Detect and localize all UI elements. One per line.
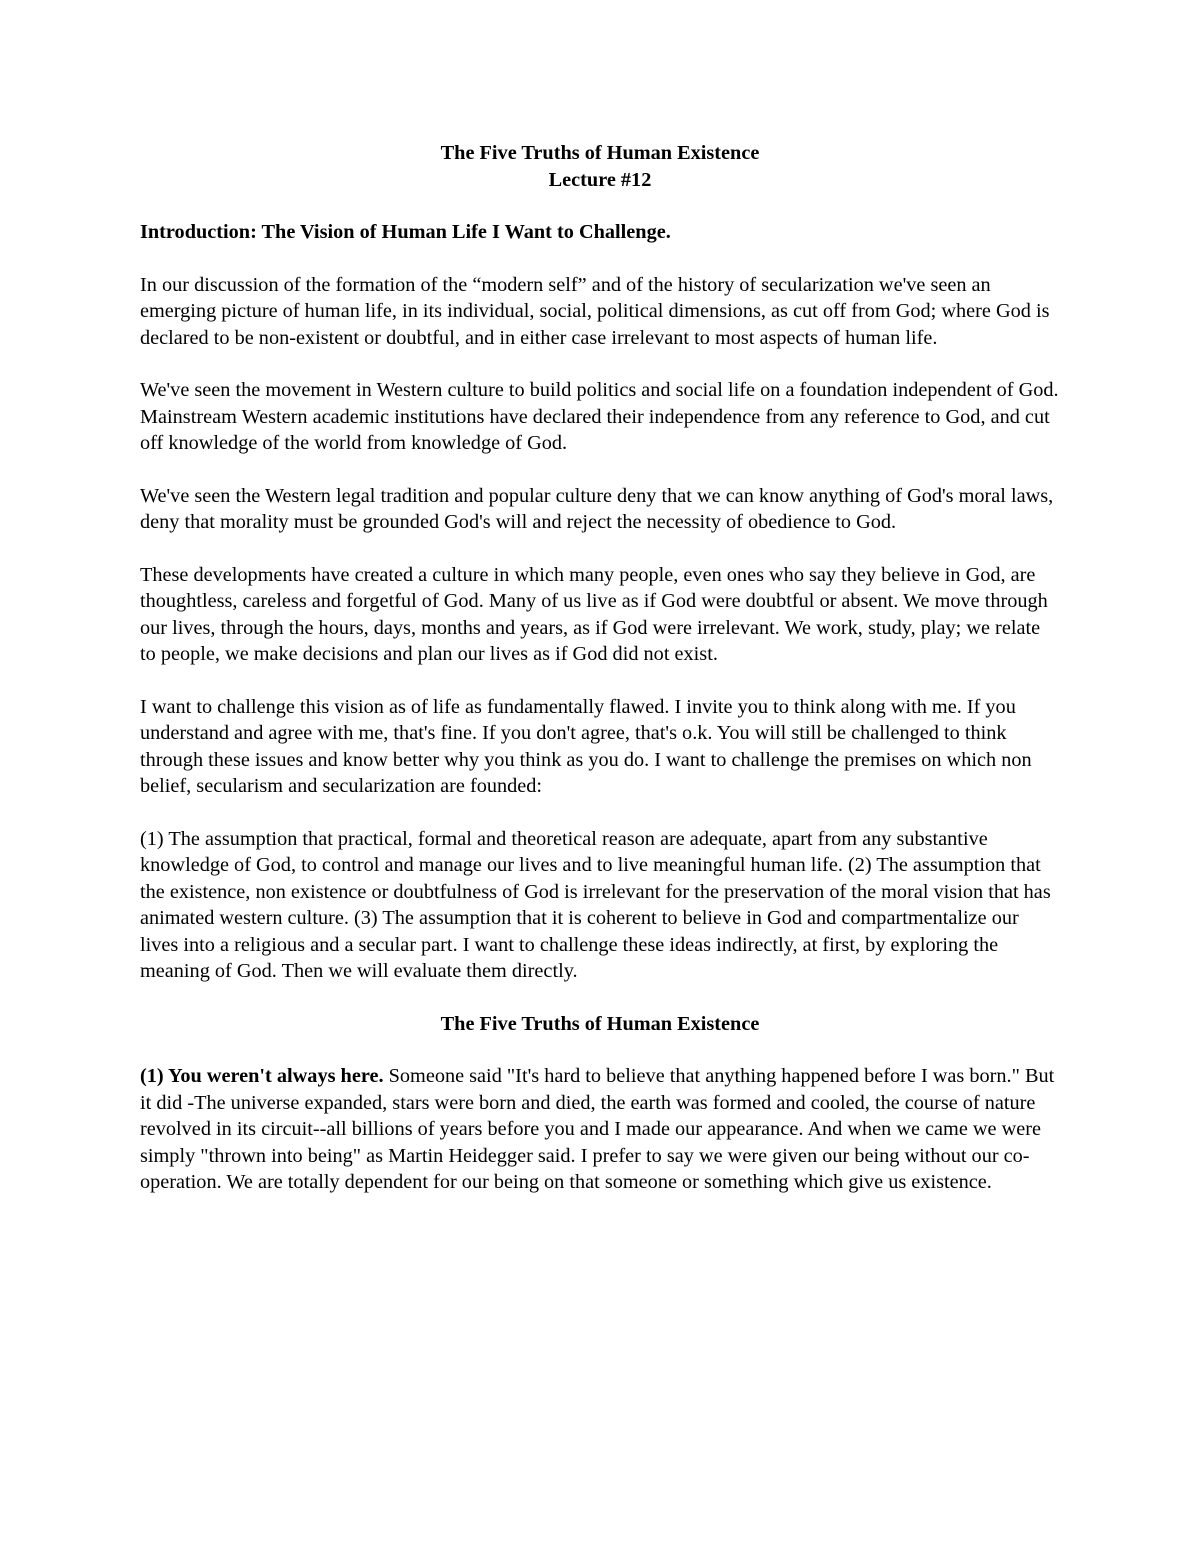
paragraph-5: I want to challenge this vision as of life as fundamentally flawed. I invite you to think along with me. If you understand and agree with me, that's fine. If you don't agree, that's o.k. You will still be challenged to think through these issues and know better why you think as you do. I want to challenge the premises on which non belief, secularism and secularization are founded: bbox=[140, 695, 1032, 797]
document-title: The Five Truths of Human Existence bbox=[440, 142, 760, 164]
section-heading: The Five Truths of Human Existence bbox=[440, 1012, 760, 1035]
document-page bbox=[140, 140, 1060, 1196]
paragraph-3: We've seen the Western legal tradition and popular culture deny that we can know anything of God's moral laws, deny that morality must be grounded God's will and reject the necessity of obedience to God. bbox=[140, 484, 1054, 533]
intro-heading: Introduction: The Vision of Human Life I Want to Challenge. bbox=[140, 221, 671, 243]
truth-1-lead: (1) You weren't always here. bbox=[140, 1065, 384, 1087]
paragraph-1: In our discussion of the formation of the “modern self” and of the history of secularization we've seen an emerging picture of human life, in its individual, social, political dimensions, as cut off from God; where God is declared to be non-existent or doubtful, and in either case irrelevant to most aspects of human life. bbox=[140, 273, 1050, 349]
paragraph-4: These developments have created a culture in which many people, even ones who say they believe in God, are thoughtless, careless and forgetful of God. Many of us live as if God were doubtful or absent. We move through our lives, through the hours, days, months and years, as if God were irrelevant. We work, study, play; we relate to people, we make decisions and plan our lives as if God did not exist. bbox=[140, 563, 1048, 665]
paragraph-2: We've seen the movement in Western culture to build politics and social life on a foundation independent of God. Mainstream Western academic institutions have declared their independence from any reference to God, and cut off knowledge of the world from knowledge of God. bbox=[140, 379, 1059, 454]
title-block bbox=[140, 140, 1060, 193]
document-subtitle: Lecture #12 bbox=[548, 168, 652, 191]
truth-1-body: Someone said "It's hard to believe that anything happened before I was born." But it did -The universe expanded, stars were born and died, the earth was formed and cooled, the course of nature revolved in its circuit--all billions of years before you and I made our appearance. And when we came we were simply "thrown into being" as Martin Heidegger said. I prefer to say we were given our being without our co-operation. We are totally dependent for our being on that someone or something which give us existence. bbox=[140, 1065, 1055, 1193]
truth-1-paragraph bbox=[140, 1063, 1060, 1196]
paragraph-6: (1) The assumption that practical, formal and theoretical reason are adequate, apart from any substantive knowledge of God, to control and manage our lives and to live meaningful human life. (2) The assumption that the existence, non existence or doubtfulness of God is irrelevant for the preservation of the moral vision that has animated western culture. (3) The assumption that it is coherent to believe in God and compartmentalize our lives into a religious and a secular part. I want to challenge these ideas indirectly, at first, by exploring the meaning of God. Then we will evaluate them directly. bbox=[140, 827, 1051, 982]
